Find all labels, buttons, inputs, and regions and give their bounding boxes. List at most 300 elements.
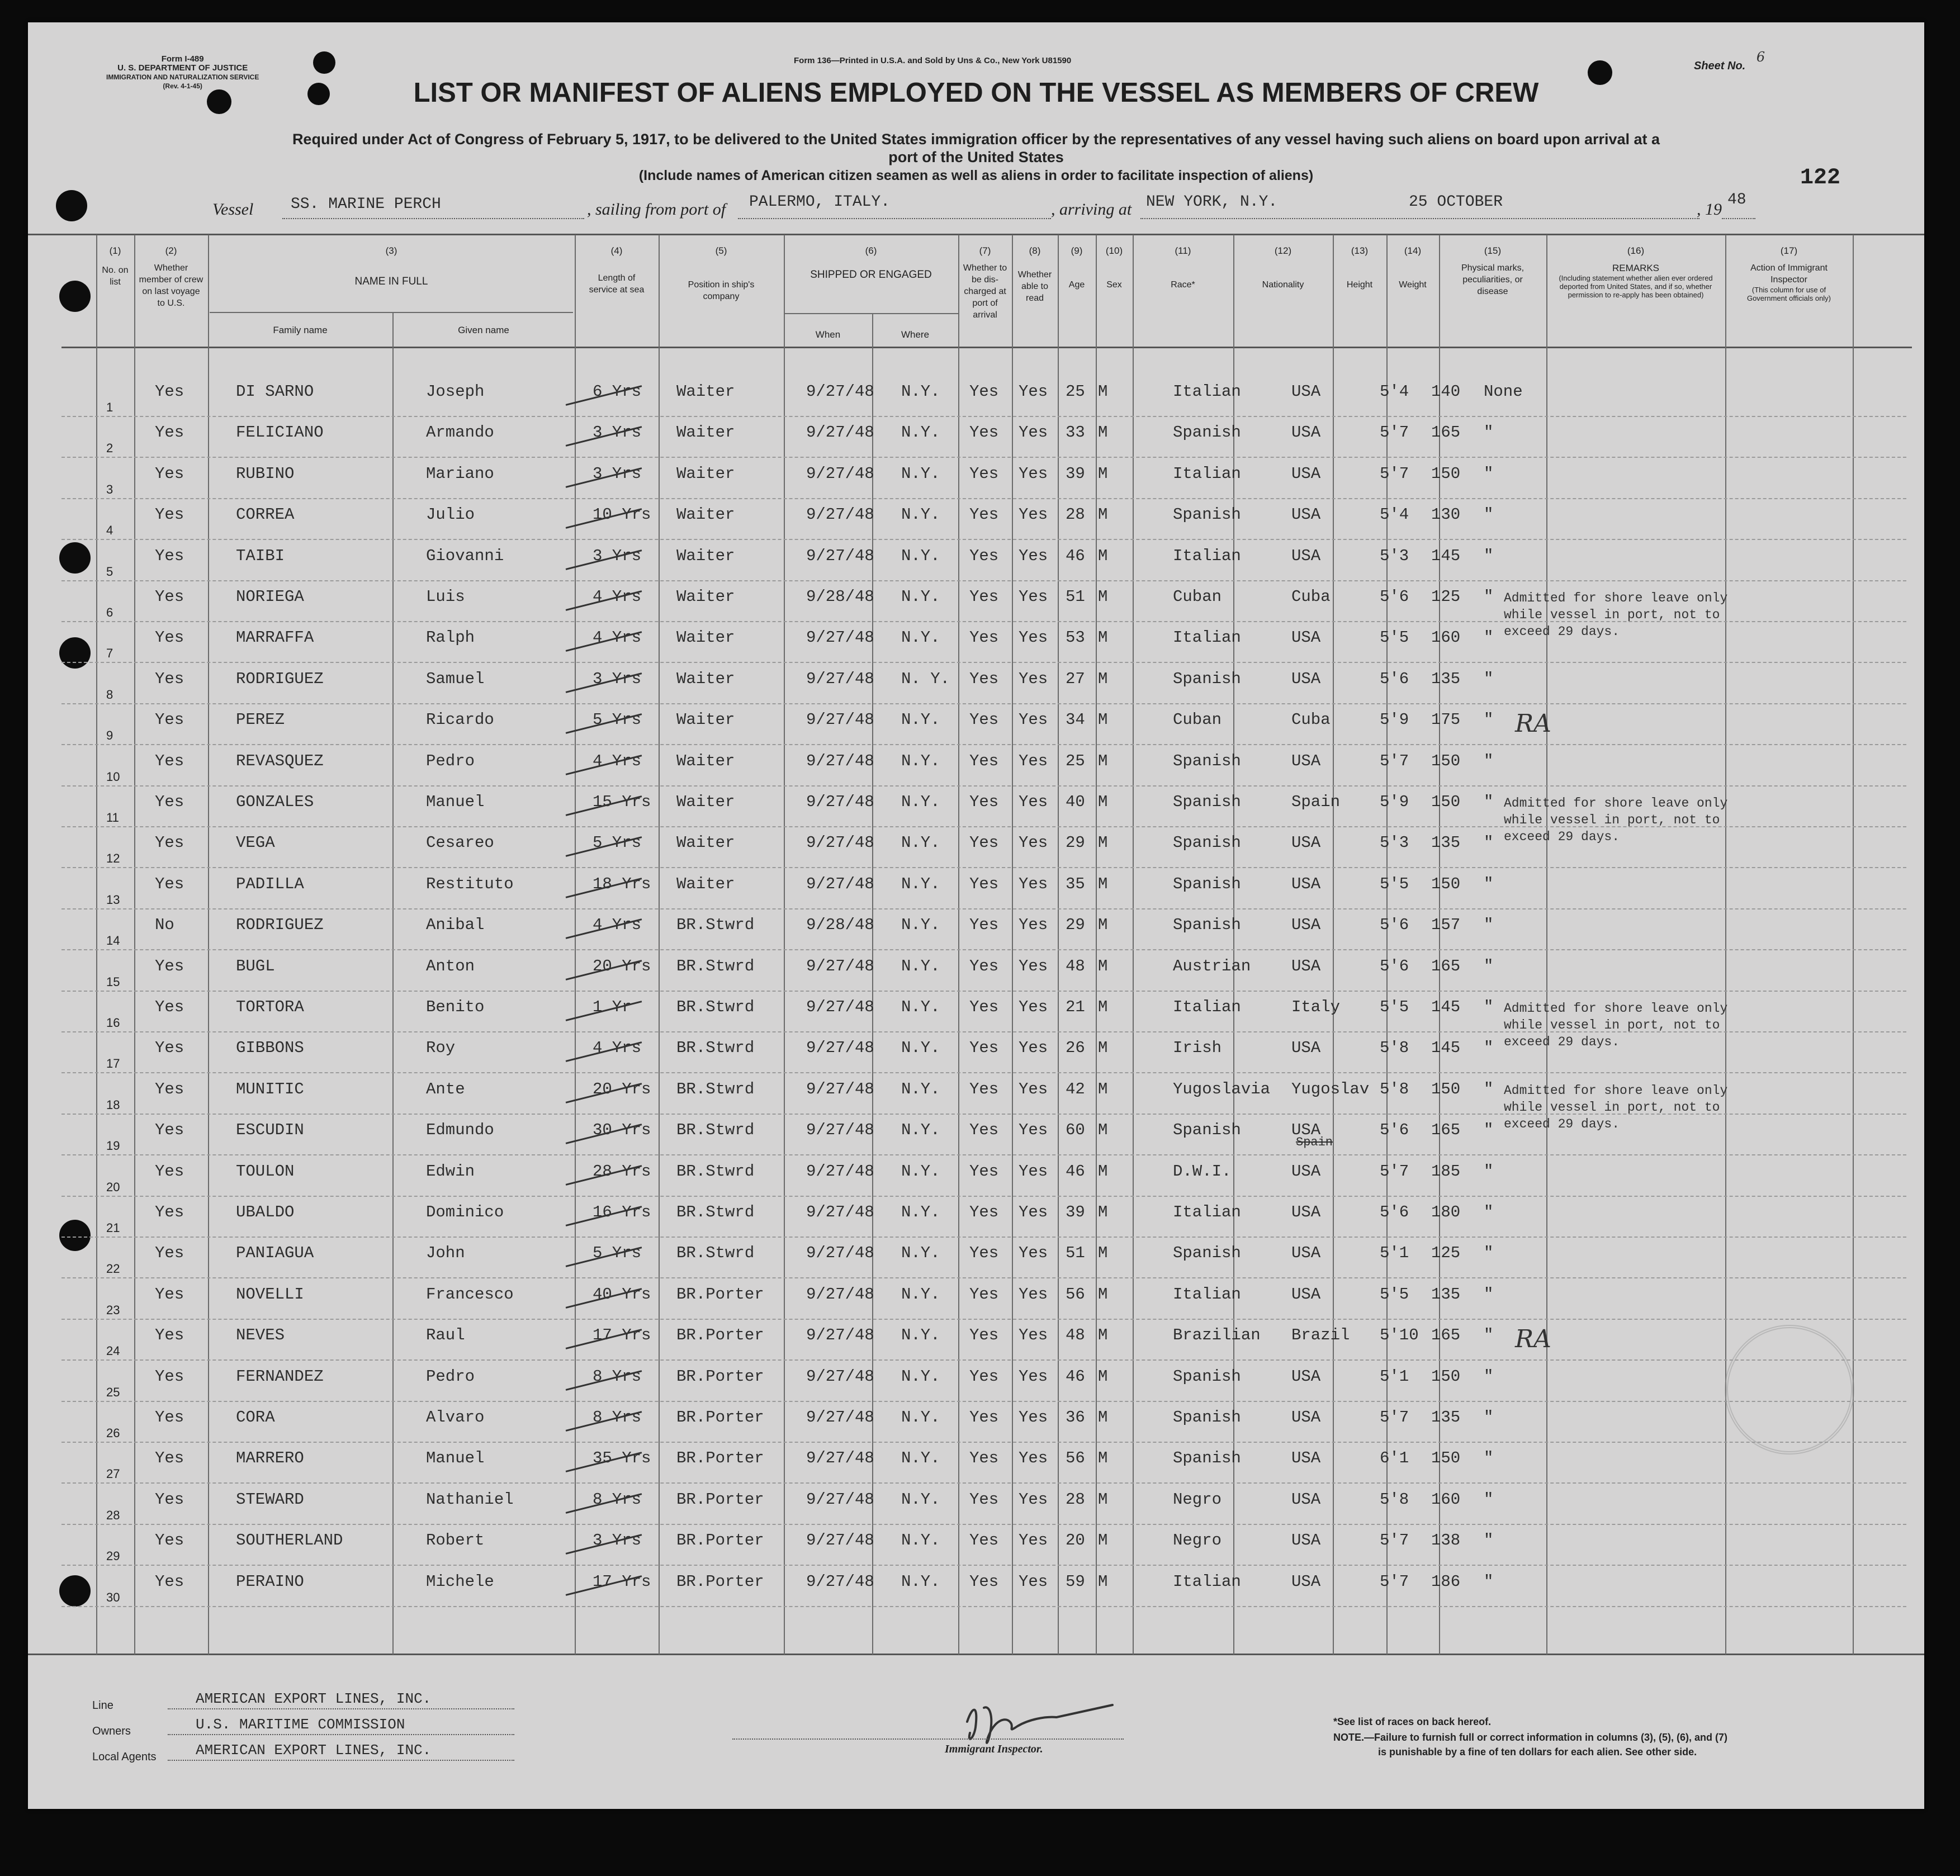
cell-svc: 4 Yrs	[593, 1039, 642, 1058]
row-divider	[61, 1482, 1906, 1484]
col-header-when: When	[815, 329, 841, 340]
year-value: 48	[1727, 191, 1746, 209]
cell-marks: "	[1484, 588, 1494, 606]
owners-label: Owners	[92, 1725, 131, 1737]
cell-pos: BR.Stwrd	[676, 998, 755, 1016]
line-underline	[168, 1708, 514, 1709]
cell-where: N.Y.	[901, 1572, 940, 1591]
cell-race: Spanish	[1173, 751, 1241, 770]
cell-where: N.Y.	[901, 382, 940, 401]
cell-nat: Brazil	[1291, 1326, 1350, 1345]
cell-pos: BR.Porter	[676, 1367, 764, 1386]
cell-pos: BR.Porter	[676, 1326, 764, 1345]
cell-family: CORA	[236, 1408, 275, 1427]
cell-given: Joseph	[426, 382, 485, 401]
cell-wt: 145	[1431, 998, 1461, 1016]
sailing-port: PALERMO, ITALY.	[749, 193, 891, 211]
cell-ht: 5'7	[1380, 1572, 1409, 1591]
cell-where: N.Y.	[901, 628, 940, 647]
row-number: 5	[106, 564, 113, 579]
row-number: 19	[106, 1139, 120, 1153]
cell-read: Yes	[1019, 423, 1048, 442]
cell-sex: M	[1098, 1531, 1108, 1550]
cell-read: Yes	[1019, 1572, 1048, 1591]
cell-when: 9/27/48	[806, 710, 874, 729]
cell-given: Pedro	[426, 751, 475, 770]
cell-pos: BR.Stwrd	[676, 1079, 755, 1098]
cell-last: Yes	[155, 1326, 184, 1345]
cell-wt: 165	[1431, 1121, 1461, 1140]
cell-family: ESCUDIN	[236, 1121, 304, 1140]
cell-sex: M	[1098, 1203, 1108, 1221]
row-number: 22	[106, 1262, 120, 1276]
cell-wt: 150	[1431, 751, 1461, 770]
punch-hole	[59, 637, 91, 669]
cell-where: N.Y.	[901, 1490, 940, 1509]
cell-age: 20	[1066, 1531, 1085, 1550]
cell-family: PEREZ	[236, 710, 285, 729]
row-number: 3	[106, 482, 113, 496]
cell-wt: 165	[1431, 956, 1461, 975]
cell-race: Spanish	[1173, 916, 1241, 935]
cell-marks: "	[1484, 1326, 1494, 1345]
col-header-3: (3) NAME IN FULL	[354, 245, 428, 287]
cell-svc: 1 Yr	[593, 998, 632, 1016]
cell-ht: 5'7	[1380, 1162, 1409, 1181]
cell-where: N.Y.	[901, 956, 940, 975]
cell-read: Yes	[1019, 1285, 1048, 1304]
cell-marks: "	[1484, 669, 1494, 688]
cell-family: GONZALES	[236, 793, 314, 811]
cell-ht: 5'6	[1380, 588, 1409, 606]
punch-hole	[59, 542, 91, 574]
cell-read: Yes	[1019, 505, 1048, 524]
cell-svc: 4 Yrs	[593, 916, 642, 935]
cell-race: Irish	[1173, 1039, 1222, 1058]
cell-wt: 145	[1431, 546, 1461, 565]
cell-nat: USA	[1291, 1531, 1321, 1550]
sheet-number-value: 6	[1756, 49, 1765, 65]
cell-family: MUNITIC	[236, 1079, 304, 1098]
cell-where: N.Y.	[901, 423, 940, 442]
cell-when: 9/27/48	[806, 669, 874, 688]
cell-last: Yes	[155, 833, 184, 852]
cell-svc: 35 Yrs	[593, 1449, 651, 1468]
cell-race: Italian	[1173, 1203, 1241, 1221]
cell-sex: M	[1098, 1039, 1108, 1058]
cell-svc: 3 Yrs	[593, 464, 642, 483]
row-number: 26	[106, 1426, 120, 1440]
cell-read: Yes	[1019, 916, 1048, 935]
cell-read: Yes	[1019, 382, 1048, 401]
cell-pos: BR.Stwrd	[676, 1162, 755, 1181]
cell-family: MARRAFFA	[236, 628, 314, 647]
col-header-where: Where	[901, 329, 930, 340]
cell-family: STEWARD	[236, 1490, 304, 1509]
cell-marks: "	[1484, 1121, 1494, 1140]
year-underline	[1722, 218, 1755, 219]
cell-pos: BR.Stwrd	[676, 1244, 755, 1263]
cell-pos: BR.Porter	[676, 1449, 764, 1468]
cell-read: Yes	[1019, 628, 1048, 647]
cell-last: Yes	[155, 546, 184, 565]
cell-ht: 5'10	[1380, 1326, 1419, 1345]
cell-disch: Yes	[969, 1244, 999, 1263]
row-number: 10	[106, 769, 120, 784]
row-divider	[61, 1196, 1906, 1197]
cell-marks: "	[1484, 1244, 1494, 1263]
cell-read: Yes	[1019, 956, 1048, 975]
cell-read: Yes	[1019, 1079, 1048, 1098]
row-divider	[61, 1319, 1906, 1320]
row-number: 30	[106, 1590, 120, 1604]
cell-race: Negro	[1173, 1531, 1222, 1550]
cell-disch: Yes	[969, 956, 999, 975]
col-header-5: (5) Position in ship's company	[688, 245, 755, 301]
col-header-4: (4) Length of service at sea	[589, 245, 645, 295]
cell-age: 26	[1066, 1039, 1085, 1058]
cell-read: Yes	[1019, 1531, 1048, 1550]
row-number: 9	[106, 728, 113, 743]
row-number: 14	[106, 934, 120, 948]
cell-marks: "	[1484, 793, 1494, 811]
row-divider	[61, 1237, 1906, 1238]
cell-pos: Waiter	[676, 793, 735, 811]
cell-family: UBALDO	[236, 1203, 295, 1221]
agents-label: Local Agents	[92, 1751, 157, 1763]
cell-when: 9/27/48	[806, 874, 874, 893]
cell-svc: 10 Yrs	[593, 505, 651, 524]
cell-age: 60	[1066, 1121, 1085, 1140]
row-number: 25	[106, 1385, 120, 1399]
vessel-underline	[282, 218, 584, 219]
cell-family: PERAINO	[236, 1572, 304, 1591]
cell-ht: 5'5	[1380, 1285, 1409, 1304]
cell-given: Dominico	[426, 1203, 504, 1221]
header-bottom-rule	[61, 347, 1912, 348]
vessel-label: Vessel	[212, 200, 254, 219]
cell-nat: USA	[1291, 1408, 1321, 1427]
cell-svc: 5 Yrs	[593, 1244, 642, 1263]
cell-wt: 165	[1431, 423, 1461, 442]
col-header-16: (16) REMARKS (Including statement whether alien ever ordered deported from United States, and if so, whether permission to re-apply has been obtained)	[1559, 245, 1713, 299]
row-number: 8	[106, 687, 113, 702]
cell-family: VEGA	[236, 833, 275, 852]
cell-ht: 5'7	[1380, 751, 1409, 770]
subtitle-2: port of the United States	[888, 149, 1064, 165]
cell-given: Edmundo	[426, 1121, 494, 1140]
cell-where: N.Y.	[901, 1121, 940, 1140]
cell-disch: Yes	[969, 1162, 999, 1181]
cell-when: 9/27/48	[806, 505, 874, 524]
cell-nat: Spain	[1291, 793, 1341, 811]
cell-ht: 5'7	[1380, 1531, 1409, 1550]
cell-wt: 140	[1431, 382, 1461, 401]
footnote-penalty: NOTE.—Failure to furnish full or correct information in columns (3), (5), (6), and (7)	[1333, 1732, 1728, 1743]
cell-ht: 5'7	[1380, 464, 1409, 483]
cell-sex: M	[1098, 669, 1108, 688]
line-value: AMERICAN EXPORT LINES, INC.	[196, 1690, 432, 1707]
cell-last: Yes	[155, 1490, 184, 1509]
cell-wt: 135	[1431, 833, 1461, 852]
cell-nat: USA	[1291, 751, 1321, 770]
cell-last: Yes	[155, 1572, 184, 1591]
cell-read: Yes	[1019, 464, 1048, 483]
cell-race: Cuban	[1173, 588, 1222, 606]
row-number: 2	[106, 441, 113, 456]
cell-ht: 5'1	[1380, 1244, 1409, 1263]
cell-sex: M	[1098, 793, 1108, 811]
cell-disch: Yes	[969, 464, 999, 483]
cell-disch: Yes	[969, 1326, 999, 1345]
cell-wt: 150	[1431, 1367, 1461, 1386]
cell-where: N.Y.	[901, 1449, 940, 1468]
cell-last: Yes	[155, 1039, 184, 1058]
cell-age: 59	[1066, 1572, 1085, 1591]
cell-sex: M	[1098, 1162, 1108, 1181]
cell-ht: 5'6	[1380, 1121, 1409, 1140]
cell-where: N.Y.	[901, 1079, 940, 1098]
cell-pos: Waiter	[676, 833, 735, 852]
cell-sex: M	[1098, 1367, 1108, 1386]
line-label: Line	[92, 1699, 113, 1712]
sheet-number-label: Sheet No.	[1694, 60, 1746, 72]
cell-race: Spanish	[1173, 1367, 1241, 1386]
cell-family: TORTORA	[236, 998, 304, 1016]
cell-marks: "	[1484, 1285, 1494, 1304]
inspector-underline	[732, 1738, 1124, 1740]
cell-ht: 5'6	[1380, 916, 1409, 935]
cell-last: Yes	[155, 423, 184, 442]
cell-when: 9/27/48	[806, 1039, 874, 1058]
cell-ht: 5'6	[1380, 956, 1409, 975]
cell-race: Italian	[1173, 1572, 1241, 1591]
cell-last: Yes	[155, 1244, 184, 1263]
cell-read: Yes	[1019, 1121, 1048, 1140]
row-number: 29	[106, 1549, 120, 1564]
cell-marks: None	[1484, 382, 1523, 401]
cell-read: Yes	[1019, 546, 1048, 565]
cell-when: 9/27/48	[806, 1244, 874, 1263]
cell-age: 28	[1066, 1490, 1085, 1509]
cell-where: N.Y.	[901, 1244, 940, 1263]
cell-read: Yes	[1019, 1326, 1048, 1345]
cell-race: Spanish	[1173, 1244, 1241, 1263]
cell-wt: 135	[1431, 1408, 1461, 1427]
cell-pos: Waiter	[676, 382, 735, 401]
cell-when: 9/27/48	[806, 998, 874, 1016]
shipped-sub-rule	[784, 313, 958, 314]
cell-race: Spanish	[1173, 874, 1241, 893]
cell-sex: M	[1098, 956, 1108, 975]
cell-ht: 5'9	[1380, 710, 1409, 729]
cell-svc: 3 Yrs	[593, 546, 642, 565]
punch-hole	[59, 281, 91, 312]
cell-when: 9/27/48	[806, 1326, 874, 1345]
cell-age: 39	[1066, 1203, 1085, 1221]
cell-marks: "	[1484, 1490, 1494, 1509]
cell-sex: M	[1098, 423, 1108, 442]
cell-age: 25	[1066, 382, 1085, 401]
cell-where: N. Y.	[901, 669, 950, 688]
cell-family: CORREA	[236, 505, 295, 524]
cell-read: Yes	[1019, 1039, 1048, 1058]
cell-family: BUGL	[236, 956, 275, 975]
cell-ht: 5'8	[1380, 1490, 1409, 1509]
cell-sex: M	[1098, 998, 1108, 1016]
cell-svc: 3 Yrs	[593, 669, 642, 688]
cell-pos: Waiter	[676, 669, 735, 688]
cell-wt: 150	[1431, 1449, 1461, 1468]
cell-marks: "	[1484, 1203, 1494, 1221]
cell-nat: USA	[1291, 628, 1321, 647]
cell-family: GIBBONS	[236, 1039, 304, 1058]
cell-marks: "	[1484, 1531, 1494, 1550]
cell-given: Cesareo	[426, 833, 494, 852]
cell-sex: M	[1098, 382, 1108, 401]
cell-age: 42	[1066, 1079, 1085, 1098]
page-number: 122	[1800, 165, 1841, 191]
cell-where: N.Y.	[901, 916, 940, 935]
cell-ht: 5'6	[1380, 669, 1409, 688]
vessel-name: SS. MARINE PERCH	[291, 196, 441, 213]
cell-marks: "	[1484, 1408, 1494, 1427]
cell-wt: 157	[1431, 916, 1461, 935]
cell-sex: M	[1098, 833, 1108, 852]
row-divider	[61, 1606, 1906, 1607]
cell-race: Yugoslavia	[1173, 1079, 1271, 1098]
printer-line: Form 136—Printed in U.S.A. and Sold by Uns & Co., New York U81590	[794, 56, 1072, 65]
cell-pos: BR.Porter	[676, 1490, 764, 1509]
cell-nat: USA	[1291, 833, 1321, 852]
row-divider	[61, 1565, 1906, 1566]
cell-ht: 5'6	[1380, 1203, 1409, 1221]
cell-given: Mariano	[426, 464, 494, 483]
page-title: LIST OR MANIFEST OF ALIENS EMPLOYED ON THE VESSEL AS MEMBERS OF CREW	[413, 78, 1539, 108]
cell-nat: USA	[1291, 1162, 1321, 1181]
cell-sex: M	[1098, 628, 1108, 647]
cell-last: No	[155, 916, 174, 935]
cell-wt: 125	[1431, 588, 1461, 606]
remark-note: Admitted for shore leave only while vessel in port, not to exceed 29 days.	[1504, 796, 1728, 844]
cell-read: Yes	[1019, 1203, 1048, 1221]
cell-last: Yes	[155, 588, 184, 606]
row-divider	[61, 1359, 1906, 1361]
cell-pos: Waiter	[676, 588, 735, 606]
footnote-races: *See list of races on back hereof.	[1333, 1716, 1492, 1727]
cell-marks: "	[1484, 1572, 1494, 1591]
cell-nat: Cuba	[1291, 588, 1331, 606]
cell-sex: M	[1098, 1285, 1108, 1304]
cell-marks: "	[1484, 1162, 1494, 1181]
cell-last: Yes	[155, 1449, 184, 1468]
cell-last: Yes	[155, 1408, 184, 1427]
cell-nat: USA	[1291, 423, 1321, 442]
row-divider	[61, 867, 1906, 868]
owners-value: U.S. MARITIME COMMISSION	[196, 1716, 405, 1733]
row-number: 11	[106, 811, 119, 825]
cell-age: 34	[1066, 710, 1085, 729]
cell-ht: 5'4	[1380, 382, 1409, 401]
cell-when: 9/27/48	[806, 1408, 874, 1427]
cell-last: Yes	[155, 956, 184, 975]
subtitle-3: (Include names of American citizen seamen as well as aliens in order to facilitate inspection of aliens)	[638, 168, 1314, 183]
cell-pos: BR.Porter	[676, 1531, 764, 1550]
cell-wt: 130	[1431, 505, 1461, 524]
cell-where: N.Y.	[901, 751, 940, 770]
col-header-7: (7) Whether to be dis-charged at port of arrival	[963, 245, 1007, 320]
cell-disch: Yes	[969, 1079, 999, 1098]
cell-age: 48	[1066, 956, 1085, 975]
cell-age: 56	[1066, 1285, 1085, 1304]
punch-hole	[313, 51, 335, 74]
cell-ht: 5'8	[1380, 1079, 1409, 1098]
cell-nat: Cuba	[1291, 710, 1331, 729]
cell-when: 9/27/48	[806, 1449, 874, 1468]
cell-read: Yes	[1019, 833, 1048, 852]
cell-last: Yes	[155, 751, 184, 770]
cell-given: Manuel	[426, 793, 485, 811]
cell-where: N.Y.	[901, 1531, 940, 1550]
cell-marks: "	[1484, 1079, 1494, 1098]
cell-disch: Yes	[969, 423, 999, 442]
remark-note: Admitted for shore leave only while vessel in port, not to exceed 29 days.	[1504, 1001, 1728, 1049]
punch-hole	[59, 1575, 91, 1607]
cell-nat: USA	[1291, 1449, 1321, 1468]
col-header-12: (12) Nationality	[1262, 245, 1304, 290]
cell-given: Giovanni	[426, 546, 504, 565]
cell-read: Yes	[1019, 1490, 1048, 1509]
cell-when: 9/27/48	[806, 546, 874, 565]
cell-when: 9/27/48	[806, 464, 874, 483]
col-header-1: (1) No. on list	[102, 245, 129, 287]
cell-wt: 138	[1431, 1531, 1461, 1550]
cell-last: Yes	[155, 1079, 184, 1098]
cell-when: 9/27/48	[806, 1531, 874, 1550]
cell-race: Spanish	[1173, 669, 1241, 688]
cell-nat: USA	[1291, 546, 1321, 565]
cell-where: N.Y.	[901, 464, 940, 483]
cell-marks: "	[1484, 546, 1494, 565]
arriving-label: , arriving at	[1051, 200, 1132, 219]
cell-read: Yes	[1019, 874, 1048, 893]
cell-age: 39	[1066, 464, 1085, 483]
cell-ht: 5'4	[1380, 505, 1409, 524]
cell-sex: M	[1098, 1079, 1108, 1098]
cell-disch: Yes	[969, 588, 999, 606]
cell-wt: 185	[1431, 1162, 1461, 1181]
col-header-15: (15) Physical marks, peculiarities, or disease	[1461, 245, 1525, 296]
cell-svc: 3 Yrs	[593, 423, 642, 442]
cell-svc: 17 Yrs	[593, 1326, 651, 1345]
col-header-14: (14) Weight	[1399, 245, 1427, 290]
cell-wt: 145	[1431, 1039, 1461, 1058]
cell-disch: Yes	[969, 628, 999, 647]
cell-given: Julio	[426, 505, 475, 524]
row-number: 7	[106, 646, 113, 661]
cell-when: 9/28/48	[806, 916, 874, 935]
cell-nat: USA	[1291, 1490, 1321, 1509]
cell-nat: USA	[1291, 956, 1321, 975]
cell-pos: BR.Stwrd	[676, 1203, 755, 1221]
cell-pos: BR.Porter	[676, 1285, 764, 1304]
cell-pos: Waiter	[676, 423, 735, 442]
remark-note: Admitted for shore leave only while vessel in port, not to exceed 29 days.	[1504, 1083, 1728, 1131]
name-sub-rule	[210, 312, 573, 313]
row-divider	[61, 539, 1906, 540]
row-divider	[61, 662, 1906, 663]
cell-race: Spanish	[1173, 1449, 1241, 1468]
